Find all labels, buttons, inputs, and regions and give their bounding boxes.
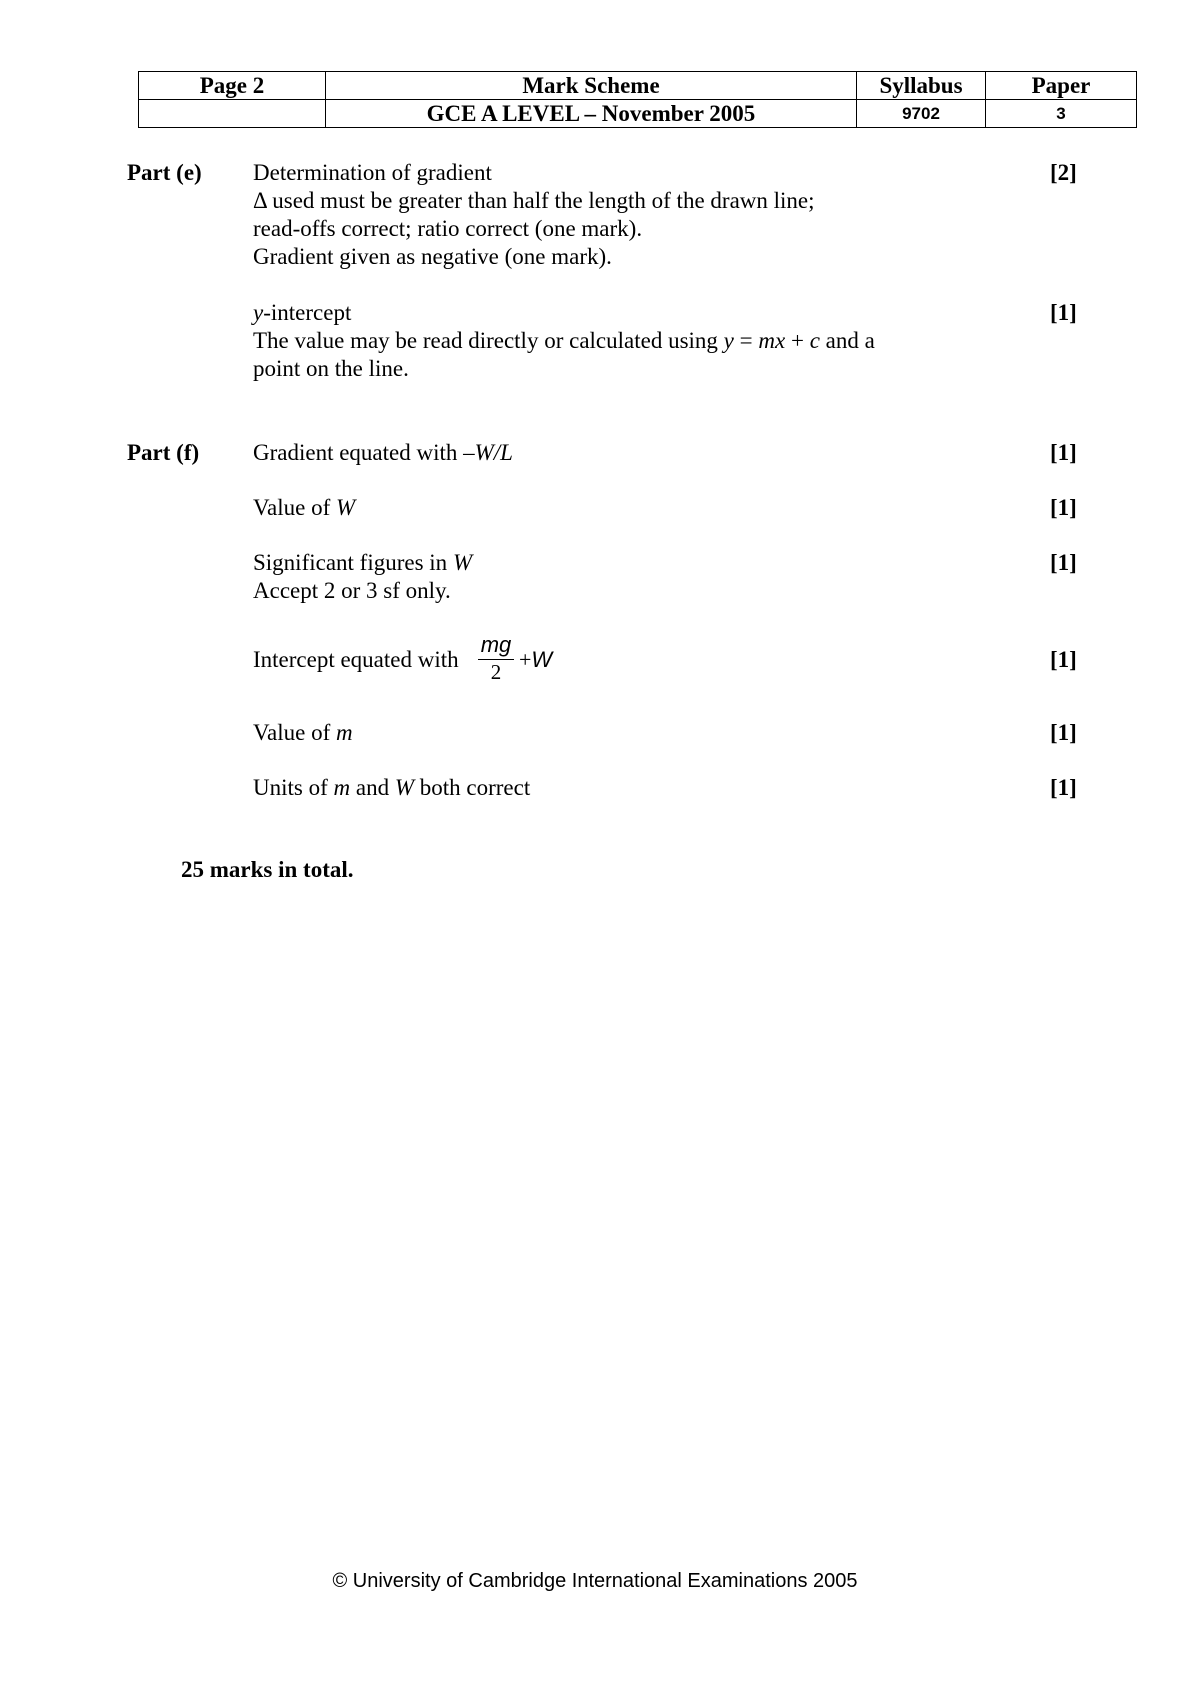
gradient-heading: Determination of gradient [253,160,492,185]
gradient-mark: [2] [1050,160,1077,185]
gradient-equated-line: Gradient equated with –W/L [253,440,513,465]
sig-figs-note: Accept 2 or 3 sf only. [253,578,451,603]
empty-cell [139,100,326,128]
gradient-equated-mark: [1] [1050,440,1077,465]
gradient-line-3: Gradient given as negative (one mark). [253,244,612,269]
sig-figs-line: Significant figures in W [253,550,473,575]
document-title: Mark Scheme [326,72,857,100]
value-m-line: Value of m [253,720,353,745]
sig-figs-mark: [1] [1050,550,1077,575]
plus-w: +W [519,647,553,672]
intercept-line-2: point on the line. [253,356,409,381]
header-table [138,71,1137,128]
paper-number: 3 [986,100,1137,128]
value-m-mark: [1] [1050,720,1077,745]
part-f-label: Part (f) [127,440,200,465]
units-mark: [1] [1050,775,1077,800]
fraction-denominator: 2 [490,660,502,684]
syllabus-label: Syllabus [857,72,986,100]
total-marks: 25 marks in total. [181,857,354,882]
fraction-numerator: mg [478,633,514,660]
part-e-label: Part (e) [127,160,202,185]
value-w-mark: [1] [1050,495,1077,520]
fraction-mg-over-2 [478,633,514,684]
intercept-equated-mark: [1] [1050,647,1077,672]
paper-label: Paper [986,72,1137,100]
copyright-footer: © University of Cambridge International Examinations 2005 [332,1570,858,1592]
gradient-line-2: read-offs correct; ratio correct (one mark). [253,216,643,241]
intercept-line-1: The value may be read directly or calculated using y = mx + c and a [253,328,875,353]
document-subtitle: GCE A LEVEL – November 2005 [326,100,857,128]
gradient-line-1: Δ used must be greater than half the length of the drawn line; [253,188,815,213]
page-label: Page 2 [139,72,326,100]
intercept-heading: y-intercept [253,300,352,325]
intercept-mark: [1] [1050,300,1077,325]
value-w-line: Value of W [253,495,356,520]
syllabus-code: 9702 [857,100,986,128]
intercept-equated-line: Intercept equated with [253,647,459,672]
units-line: Units of m and W both correct [253,775,531,800]
